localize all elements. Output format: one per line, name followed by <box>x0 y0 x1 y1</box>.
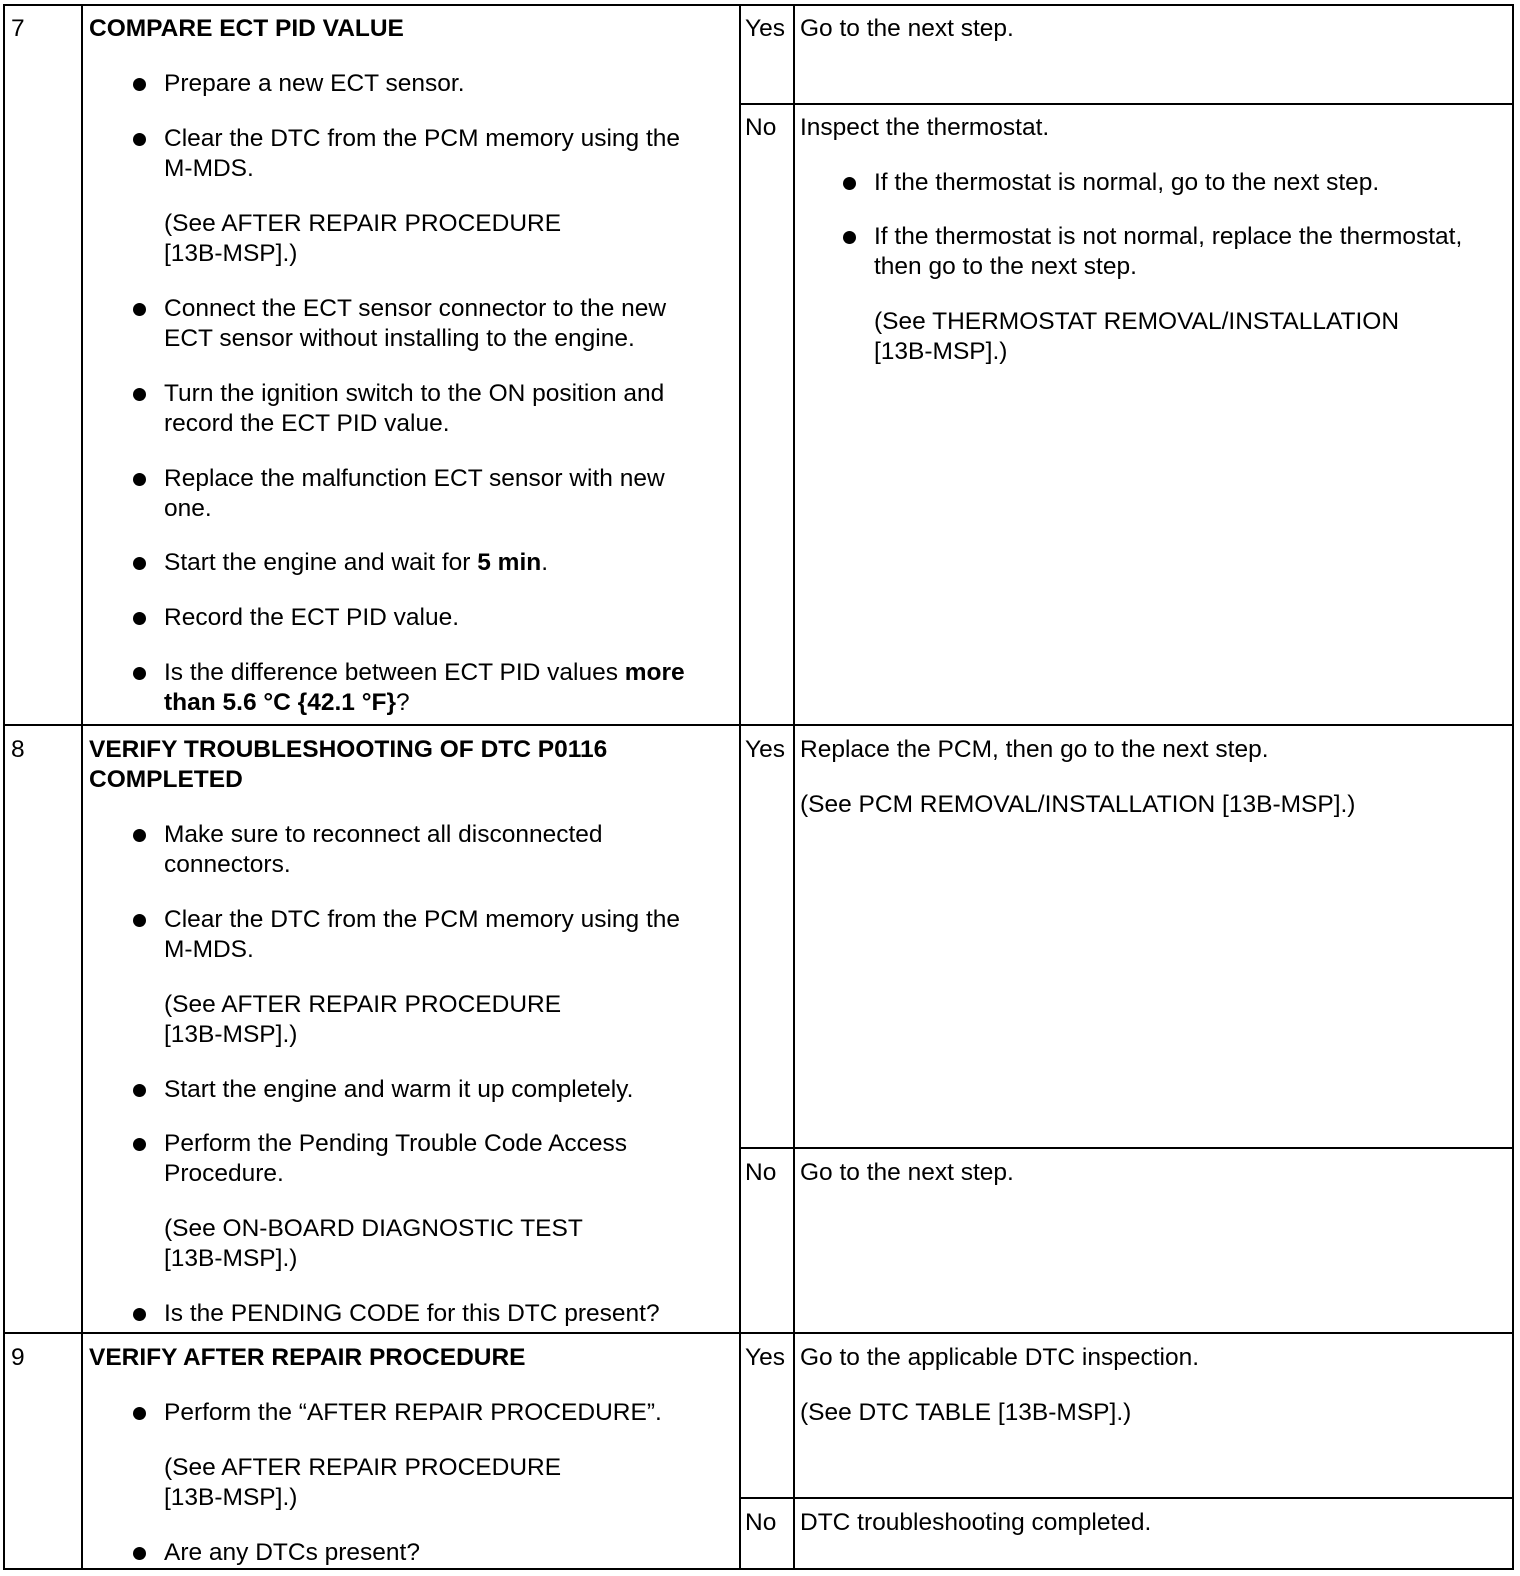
list-item: Is the PENDING CODE for this DTC present? <box>164 1299 660 1329</box>
table-border-bottom <box>3 1568 1514 1570</box>
table-border-left <box>3 4 5 1570</box>
yes-no-divider-7 <box>739 103 1514 105</box>
bullet-icon <box>133 914 146 927</box>
row-divider-7-8 <box>3 724 1514 726</box>
list-item: Make sure to reconnect all disconnected connectors. <box>164 820 603 880</box>
step-number-7: 7 <box>11 15 25 42</box>
bullet-icon <box>133 1084 146 1097</box>
step-number-8: 8 <box>11 736 25 763</box>
bullet-icon <box>133 667 146 680</box>
list-item: Start the engine and warm it up completely. <box>164 1075 633 1105</box>
bullet-icon <box>133 1138 146 1151</box>
column-divider-action <box>739 4 741 1570</box>
bullet-icon <box>133 78 146 91</box>
bullet-icon <box>843 231 856 244</box>
bullet-icon <box>133 303 146 316</box>
list-item: Replace the malfunction ECT sensor with new one. <box>164 464 665 524</box>
list-item: Prepare a new ECT sensor. <box>164 69 465 99</box>
list-item: Are any DTCs present? <box>164 1538 420 1568</box>
yes-label: Yes <box>745 1344 785 1371</box>
list-item: Perform the “AFTER REPAIR PROCEDURE”. <box>164 1398 662 1428</box>
column-divider-result <box>793 4 795 1570</box>
reference-note: (See THERMOSTAT REMOVAL/INSTALLATION [13B-MSP].) <box>874 308 1400 365</box>
list-item: Clear the DTC from the PCM memory using the M-MDS. <box>164 905 680 965</box>
list-item: Perform the Pending Trouble Code Access Procedure. <box>164 1129 627 1189</box>
table-border-top <box>3 4 1514 6</box>
bullet-icon <box>133 133 146 146</box>
reference-note: (See PCM REMOVAL/INSTALLATION [13B-MSP].) <box>800 791 1356 818</box>
result-text: Inspect the thermostat. <box>800 114 1050 141</box>
bullet-icon <box>133 1407 146 1420</box>
column-divider-step <box>81 4 83 1570</box>
table-border-right <box>1512 4 1514 1570</box>
bullet-icon <box>133 829 146 842</box>
bullet-icon <box>133 557 146 570</box>
bullet-icon <box>133 473 146 486</box>
yes-label: Yes <box>745 736 785 763</box>
bullet-icon <box>133 388 146 401</box>
list-item: If the thermostat is not normal, replace the thermostat, then go to the next step. <box>874 222 1462 282</box>
result-text: Go to the next step. <box>800 15 1014 42</box>
bullet-icon <box>133 612 146 625</box>
list-item: Record the ECT PID value. <box>164 603 459 633</box>
reference-note: (See DTC TABLE [13B-MSP].) <box>800 1399 1132 1426</box>
no-label: No <box>745 1159 777 1186</box>
step-number-9: 9 <box>11 1344 25 1371</box>
step-title-8: VERIFY TROUBLESHOOTING OF DTC P0116 COMPLETED <box>89 736 608 793</box>
result-text: Replace the PCM, then go to the next step. <box>800 736 1269 763</box>
reference-note: (See AFTER REPAIR PROCEDURE [13B-MSP].) <box>164 1454 562 1511</box>
bullet-icon <box>133 1308 146 1321</box>
list-item: Is the difference between ECT PID values more than 5.6 °C {42.1 °F}? <box>164 658 685 718</box>
bullet-icon <box>843 177 856 190</box>
result-text: DTC troubleshooting completed. <box>800 1509 1152 1536</box>
reference-note: (See ON-BOARD DIAGNOSTIC TEST [13B-MSP].) <box>164 1215 583 1272</box>
list-item: Connect the ECT sensor connector to the new ECT sensor without installing to the engine. <box>164 294 666 354</box>
row-divider-8-9 <box>3 1332 1514 1334</box>
no-label: No <box>745 1509 777 1536</box>
yes-no-divider-9 <box>739 1497 1514 1499</box>
result-text: Go to the next step. <box>800 1159 1014 1186</box>
list-item: Clear the DTC from the PCM memory using the M-MDS. <box>164 124 680 184</box>
list-item: If the thermostat is normal, go to the next step. <box>874 168 1379 198</box>
no-label: No <box>745 114 777 141</box>
list-item: Turn the ignition switch to the ON position and record the ECT PID value. <box>164 379 664 439</box>
bullet-icon <box>133 1547 146 1560</box>
reference-note: (See AFTER REPAIR PROCEDURE [13B-MSP].) <box>164 210 562 267</box>
reference-note: (See AFTER REPAIR PROCEDURE [13B-MSP].) <box>164 991 562 1048</box>
list-item: Start the engine and wait for 5 min. <box>164 548 548 578</box>
result-text: Go to the applicable DTC inspection. <box>800 1344 1200 1371</box>
yes-label: Yes <box>745 15 785 42</box>
yes-no-divider-8 <box>739 1147 1514 1149</box>
step-title-7: COMPARE ECT PID VALUE <box>89 15 404 42</box>
step-title-9: VERIFY AFTER REPAIR PROCEDURE <box>89 1344 526 1371</box>
